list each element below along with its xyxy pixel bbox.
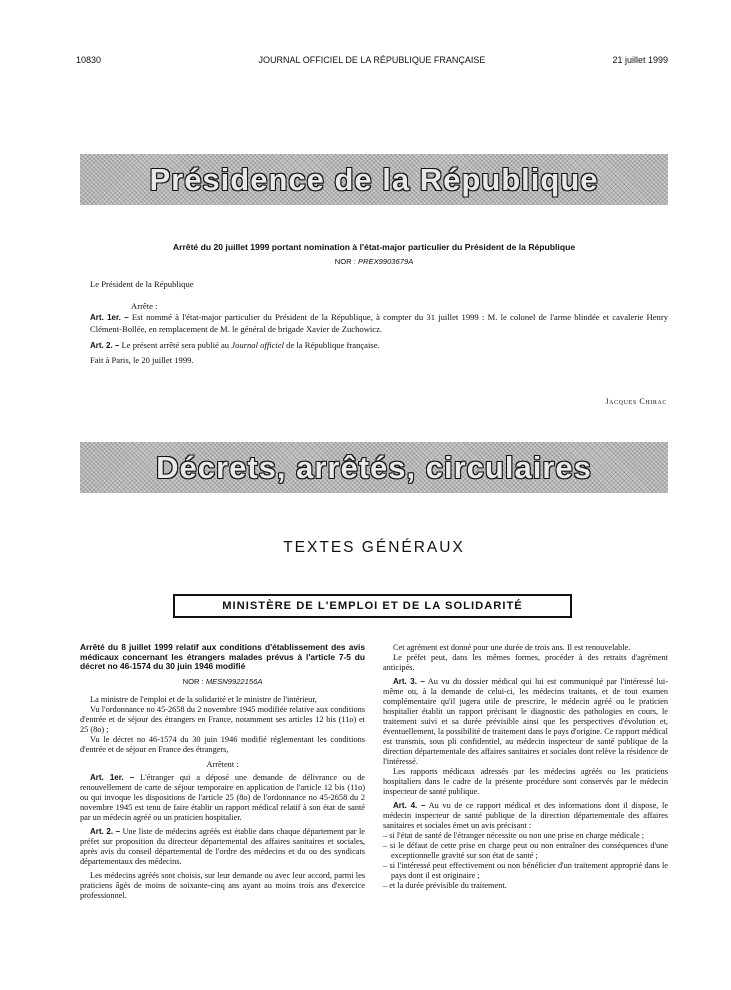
right-column <box>383 643 668 891</box>
section-band-presidence <box>80 154 668 205</box>
article-2: Art. 2. – Le présent arrêté sera publié au Journal officiel de la République française. <box>90 340 380 350</box>
list-item: – si l'intéressé peut effectivement ou non bénéficier d'un traitement approprié dans le pays dont il est originaire ; <box>383 861 668 880</box>
signature: Jacques Chirac <box>605 397 667 406</box>
textes-generaux-heading: TEXTES GÉNÉRAUX <box>283 539 465 556</box>
journal-title: JOURNAL OFFICIEL DE LA RÉPUBLIQUE FRANÇAISE <box>258 55 486 65</box>
section-band-title: Décrets, arrêtés, circulaires <box>156 449 592 485</box>
issue-date: 21 juillet 1999 <box>612 55 668 65</box>
arretent-line: Arrêtent : <box>206 759 239 769</box>
nor-reference: NOR : PREX9903679A <box>334 257 414 266</box>
arrete-line: Arrête : <box>131 301 158 311</box>
paragraph: La ministre de l'emploi et de la solidarité et le ministre de l'intérieur, <box>90 694 317 704</box>
president-line: Le Président de la République <box>90 279 194 289</box>
section-band-title: Présidence de la République <box>149 161 599 197</box>
signing-place-date: Fait à Paris, le 20 juillet 1999. <box>90 355 194 365</box>
article-1: Art. 1er. – L'étranger qui a déposé une demande de délivrance ou de renouvellement de carte de séjour temporaire en application de l'article 12 bis (11o) ou qui invoque les dispositions de l'article 25 (8o) de l'ordonnance no 45-2658 du 2 novembre 1945 est tenu de faire établir un rapport médical relatif à son état de santé par un médecin agréé ou un praticien hospitalier. <box>80 772 365 822</box>
arrete-title: Arrêté du 8 juillet 1999 relatif aux conditions d'établissement des avis médicaux concernant les étrangers malades prévus à l'article 7-5 du décret no 46-1574 du 30 juin 1946 modifié <box>80 642 365 672</box>
paragraph: Cet agrément est donné pour une durée de trois ans. Il est renouvelable. <box>393 643 631 652</box>
paragraph: Vu l'ordonnance no 45-2658 du 2 novembre 1945 modifiée relative aux conditions d'entrée et de séjour des étrangers en France, notamment ses articles 12 bis (11o) et 25 (8o) ; <box>80 704 365 734</box>
decree-title: Arrêté du 20 juillet 1999 portant nomination à l'état-major particulier du Président de la République <box>172 242 576 252</box>
list-item: – si l'état de santé de l'étranger nécessite ou non une prise en charge médicale ; <box>383 831 645 840</box>
nor-reference: NOR : MESN9922156A <box>182 676 263 686</box>
page-header <box>76 55 668 69</box>
list-item: – si le défaut de cette prise en charge peut ou non entraîner des conséquences d'une exceptionnelle gravité sur son état de santé ; <box>383 841 668 860</box>
ministry-box <box>173 594 572 618</box>
paragraph: Les médecins agréés sont choisis, sur leur demande ou avec leur accord, parmi les praticiens âgés de moins de soixante-cinq ans ayant au moins trois ans d'exercice professionnel. <box>80 870 365 900</box>
article-4: Art. 4. – Au vu de ce rapport médical et des informations dont il dispose, le médecin inspecteur de santé publique de la direction départementale des affaires sanitaires et sociales émet un avis précisant : <box>383 801 668 830</box>
article-1: Art. 1er. – Est nommé à l'état-major particulier du Président de la République, à compter du 31 juillet 1999 : M. le colonel de l'arme blindée et cavalerie Henry Clément-Bollée, en remplacement de M. le général de brigade Xavier de Zuchowicz. <box>90 312 668 334</box>
paragraph: Les rapports médicaux adressés par les médecins agréés ou les praticiens hospitaliers dans le cadre de la présente procédure sont conservés par le médecin inspecteur de santé publique. <box>383 767 668 796</box>
list-item: – et la durée prévisible du traitement. <box>383 881 507 890</box>
paragraph: Vu le décret no 46-1574 du 30 juin 1946 modifié réglementant les conditions d'entrée et de séjour en France des étrangers, <box>80 734 365 754</box>
section-band-decrets <box>80 442 668 493</box>
paragraph: Le préfet peut, dans les mêmes formes, procéder à des retraits d'agrément anticipés. <box>383 653 668 672</box>
page-number: 10830 <box>76 55 102 65</box>
article-3: Art. 3. – Au vu du dossier médical qui lui est communiqué par l'intéressé lui-même ou, à la demande de celui-ci, les médecins traitants, et de tout examen complémentaire qu'il jugera utile de prescrire, le médecin agréé ou le praticien hospitalier établit un rapport précisant le diagnostic des pathologies en cours, le traitement suivi et sa durée prévisible ainsi que les perspectives d'évolution et, éventuellement, la possibilité de traitement dans le pays d'origine. Ce rapport médical est transmis, sous pli confidentiel, au médecin inspecteur de santé publique de la direction départementale des affaires sanitaires et sociales dont relève la résidence de l'intéressé. <box>383 677 668 766</box>
article-2: Art. 2. – Une liste de médecins agréés est établie dans chaque département par le préfet sur proposition du directeur départemental des affaires sanitaires et sociales, après avis du conseil départemental de l'ordre des médecins et du ou des syndicats départementaux des médecins. <box>80 826 365 866</box>
left-column <box>80 643 365 901</box>
ministry-title: MINISTÈRE DE L'EMPLOI ET DE LA SOLIDARITÉ <box>222 600 523 612</box>
